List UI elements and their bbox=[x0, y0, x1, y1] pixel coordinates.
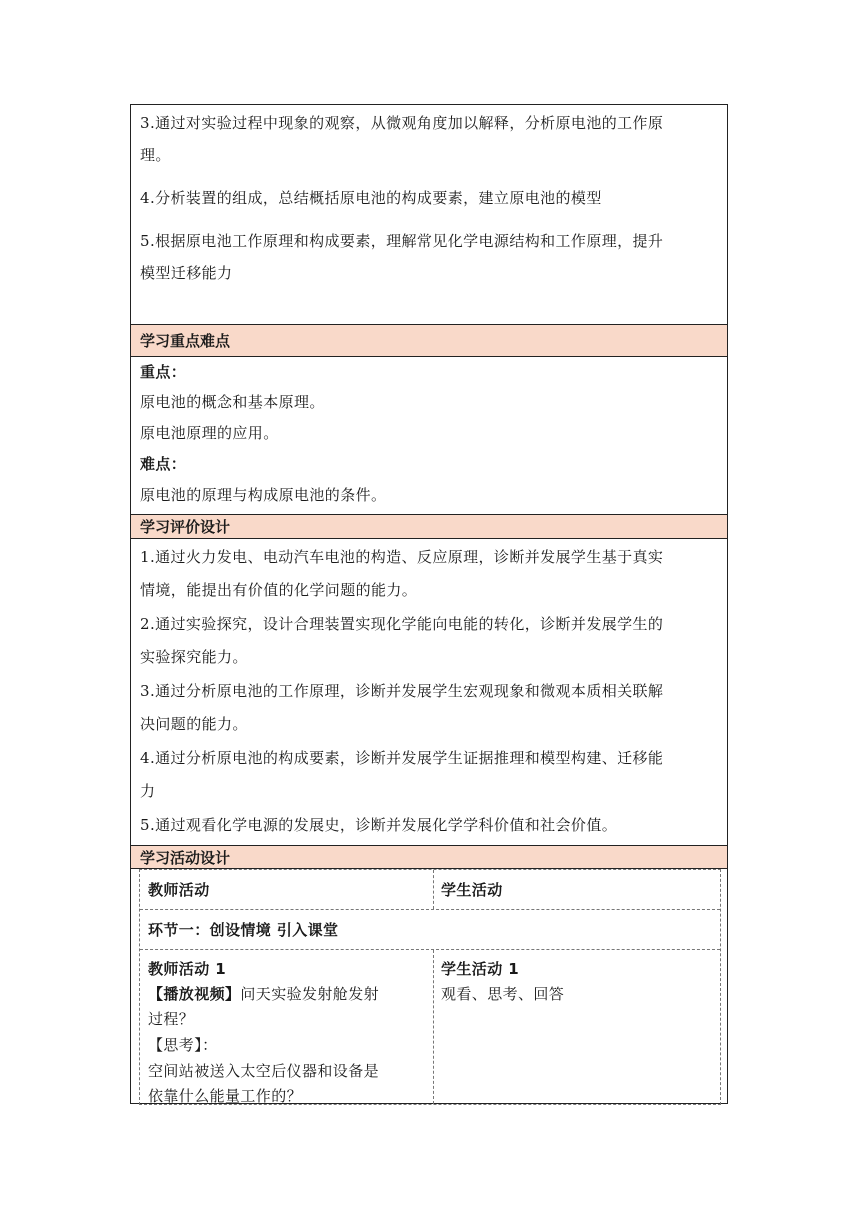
objective-line: 3.通过对实验过程中现象的观察，从微观角度加以解释，分析原电池的工作原 bbox=[140, 114, 664, 132]
video-line bbox=[148, 983, 379, 1004]
evaluation-line: 决问题的能力。 bbox=[140, 715, 248, 733]
video-tag: 【播放视频】 bbox=[148, 985, 241, 1003]
objective-line: 理。 bbox=[140, 146, 171, 164]
column-divider bbox=[433, 950, 434, 1104]
objective-line: 4.分析装置的组成，总结概括原电池的构成要素，建立原电池的模型 bbox=[140, 189, 602, 207]
student-column-header: 学生活动 bbox=[441, 881, 503, 899]
column-divider bbox=[433, 870, 434, 909]
think-tag: 【思考】： bbox=[148, 1036, 218, 1054]
objective-line: 5.根据原电池工作原理和构成要素，理解常见化学电源结构和工作原理，提升 bbox=[140, 232, 664, 250]
lesson-plan-table bbox=[130, 104, 728, 1104]
think-line: 空间站被送入太空后仪器和设备是 bbox=[148, 1062, 380, 1080]
row-divider bbox=[140, 949, 720, 950]
objective-line: 模型迁移能力 bbox=[140, 264, 233, 282]
row-divider bbox=[140, 909, 720, 910]
key-points-header: 学习重点难点 bbox=[131, 324, 727, 357]
evaluation-line: 2.通过实验探究，设计合理装置实现化学能向电能的转化，诊断并发展学生的 bbox=[140, 615, 664, 633]
stage-title: 环节一：创设情境 引入课堂 bbox=[148, 921, 339, 939]
activities-header: 学习活动设计 bbox=[131, 845, 727, 869]
evaluation-line: 情境，能提出有价值的化学问题的能力。 bbox=[140, 581, 418, 599]
teacher-activity-title: 教师活动 1 bbox=[148, 960, 227, 978]
evaluation-line: 实验探究能力。 bbox=[140, 648, 248, 666]
evaluation-line: 1.通过火力发电、电动汽车电池的构造、反应原理，诊断并发展学生基于真实 bbox=[140, 548, 664, 566]
teacher-column-header: 教师活动 bbox=[148, 881, 210, 899]
student-response: 观看、思考、回答 bbox=[441, 985, 565, 1003]
evaluation-header: 学习评价设计 bbox=[131, 514, 727, 539]
think-line: 依靠什么能量工作的？ bbox=[148, 1087, 303, 1105]
difficulty-label: 难点： bbox=[140, 455, 187, 473]
evaluation-line: 5.通过观看化学电源的发展史，诊断并发展化学学科价值和社会价值。 bbox=[140, 816, 618, 834]
focus-item: 原电池的概念和基本原理。 bbox=[140, 393, 325, 411]
student-activity-title: 学生活动 1 bbox=[441, 960, 520, 978]
evaluation-line: 3.通过分析原电池的工作原理，诊断并发展学生宏观现象和微观本质相关联解 bbox=[140, 682, 664, 700]
evaluation-line: 力 bbox=[140, 782, 156, 800]
difficulty-item: 原电池的原理与构成原电池的条件。 bbox=[140, 486, 387, 504]
activity-table bbox=[139, 869, 721, 1105]
focus-label: 重点： bbox=[140, 363, 187, 381]
video-text-cont: 过程？ bbox=[148, 1010, 195, 1028]
video-text: 问天实验发射舱发射 bbox=[240, 985, 380, 1003]
focus-item: 原电池原理的应用。 bbox=[140, 424, 279, 442]
evaluation-line: 4.通过分析原电池的构成要素，诊断并发展学生证据推理和模型构建、迁移能 bbox=[140, 749, 664, 767]
